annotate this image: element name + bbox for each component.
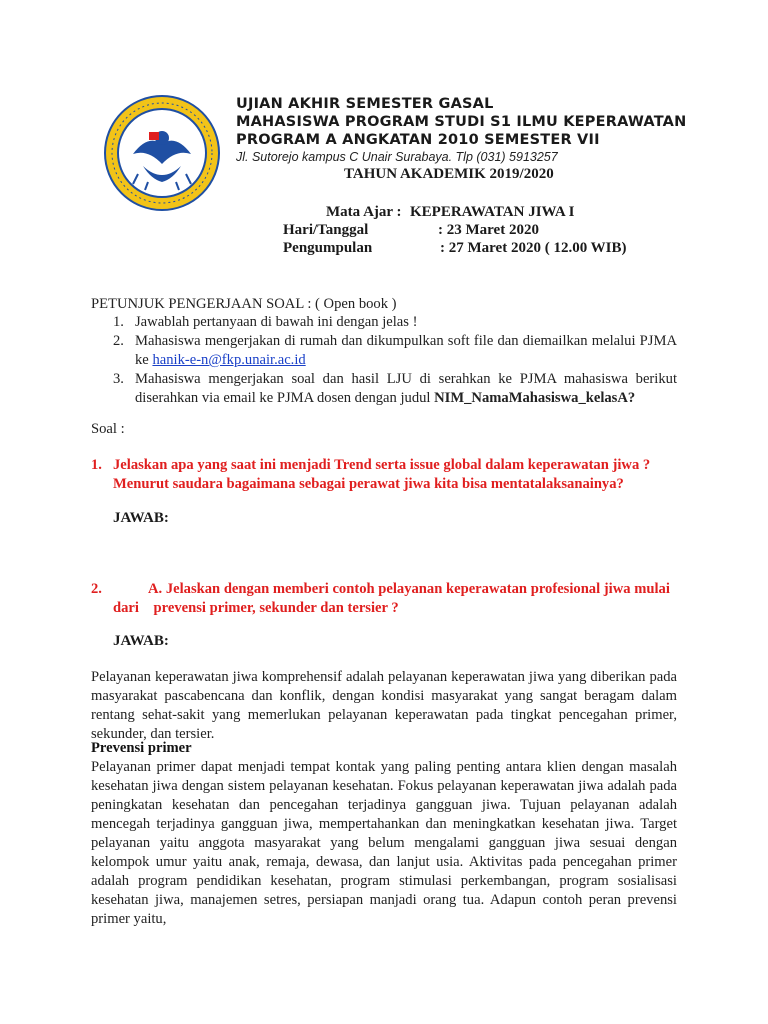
- header-title-1: UJIAN AKHIR SEMESTER GASAL: [236, 96, 494, 112]
- answer-subheading: Prevensi primer: [91, 740, 192, 756]
- question-1-answer-label: JAWAB:: [113, 510, 169, 526]
- header-address: Jl. Sutorejo kampus C Unair Surabaya. Tlp (031) 5913257: [236, 150, 558, 164]
- header-title-2: MAHASISWA PROGRAM STUDI S1 ILMU KEPERAWATAN: [236, 114, 687, 130]
- course-label: Mata Ajar :: [326, 204, 402, 220]
- email-link[interactable]: hanik-e-n@fkp.unair.ac.id: [152, 352, 306, 368]
- instructions-list: [113, 313, 677, 408]
- answer-paragraph: Pelayanan primer dapat menjadi tempat kontak yang paling penting antara klien dengan masalah kesehatan jiwa dengan sistem pelayanan kesehatan. Fokus pelayanan keperawatan jiwa adalah pada peningkatan kesehatan dan pencegahan terjadinya gangguan jiwa. Tujuan pelayanan adalah mencegah terjadinya gangguan jiwa, mempertahankan dan meningkatkan kesehatan jiwa. Target pelayanan yaitu anggota masyarakat yang belum mengalami gangguan jiwa sesuai dengan kelompok umur yaitu anak, remaja, dewasa, dan lanjut usia. Aktivitas pada pencegahan primer adalah program pendidikan kesehatan, program stimulasi perkembangan, program sosialisasi kesehatan jiwa, manajemen setres, persiapan manjadi orang tua. Adapun contoh peran prevensi primer yaitu,: [91, 759, 677, 927]
- question-2-number: 2.: [91, 581, 102, 597]
- instruction-number: 3.: [113, 371, 124, 387]
- instruction-number: 1.: [113, 314, 124, 330]
- instruction-text: Jawablah pertanyaan di bawah ini dengan jelas !: [135, 314, 418, 330]
- instruction-text: Mahasiswa mengerjakan soal dan hasil LJU di serahkan ke PJMA mahasiswa berikut diserahkan via email ke PJMA dosen dengan judul: [135, 371, 677, 406]
- question-1-number: 1.: [91, 457, 102, 473]
- filename-format: NIM_NamaMahasiswa_kelasA?: [434, 390, 636, 406]
- question-2-answer-label: JAWAB:: [113, 633, 169, 649]
- course-value: KEPERAWATAN JIWA I: [410, 204, 575, 220]
- instruction-item: [113, 332, 677, 370]
- instructions-title: PETUNJUK PENGERJAAN SOAL : ( Open book ): [91, 296, 397, 312]
- soal-label: Soal :: [91, 421, 125, 437]
- academic-year: TAHUN AKADEMIK 2019/2020: [344, 166, 554, 182]
- instruction-text: Mahasiswa mengerjakan di rumah dan dikumpulkan soft file dan diemailkan melalui PJMA ke: [135, 333, 677, 368]
- university-logo: [103, 94, 221, 212]
- question-2-text-line2: dari prevensi primer, sekunder dan tersier ?: [113, 600, 399, 616]
- date-value: : 23 Maret 2020: [438, 222, 539, 238]
- question-2-text-line1: A. Jelaskan dengan memberi contoh pelayanan keperawatan profesional jiwa mulai: [148, 581, 670, 597]
- answer-intro: Pelayanan keperawatan jiwa komprehensif adalah pelayanan keperawatan jiwa yang diberikan pada masyarakat pascabencana dan konflik, dengan kondisi masyarakat yang sangat beragam dalam rentang sehat-sakit yang memerlukan pelayanan keperawatan pada tingkat pencegahan primer, sekunder, dan tersier.: [91, 669, 677, 742]
- question-1-text: Jelaskan apa yang saat ini menjadi Trend serta issue global dalam keperawatan jiwa ? Menurut saudara bagaimana sebagai perawat jiwa kita bisa mentatalaksanainya?: [113, 457, 651, 492]
- header-title-3: PROGRAM A ANGKATAN 2010 SEMESTER VII: [236, 132, 600, 148]
- date-label: Hari/Tanggal: [283, 222, 369, 238]
- instruction-item: [113, 313, 677, 332]
- submit-value: : 27 Maret 2020 ( 12.00 WIB): [440, 240, 627, 256]
- instruction-number: 2.: [113, 333, 124, 349]
- submit-label: Pengumpulan: [283, 240, 373, 256]
- instruction-item: [113, 370, 677, 408]
